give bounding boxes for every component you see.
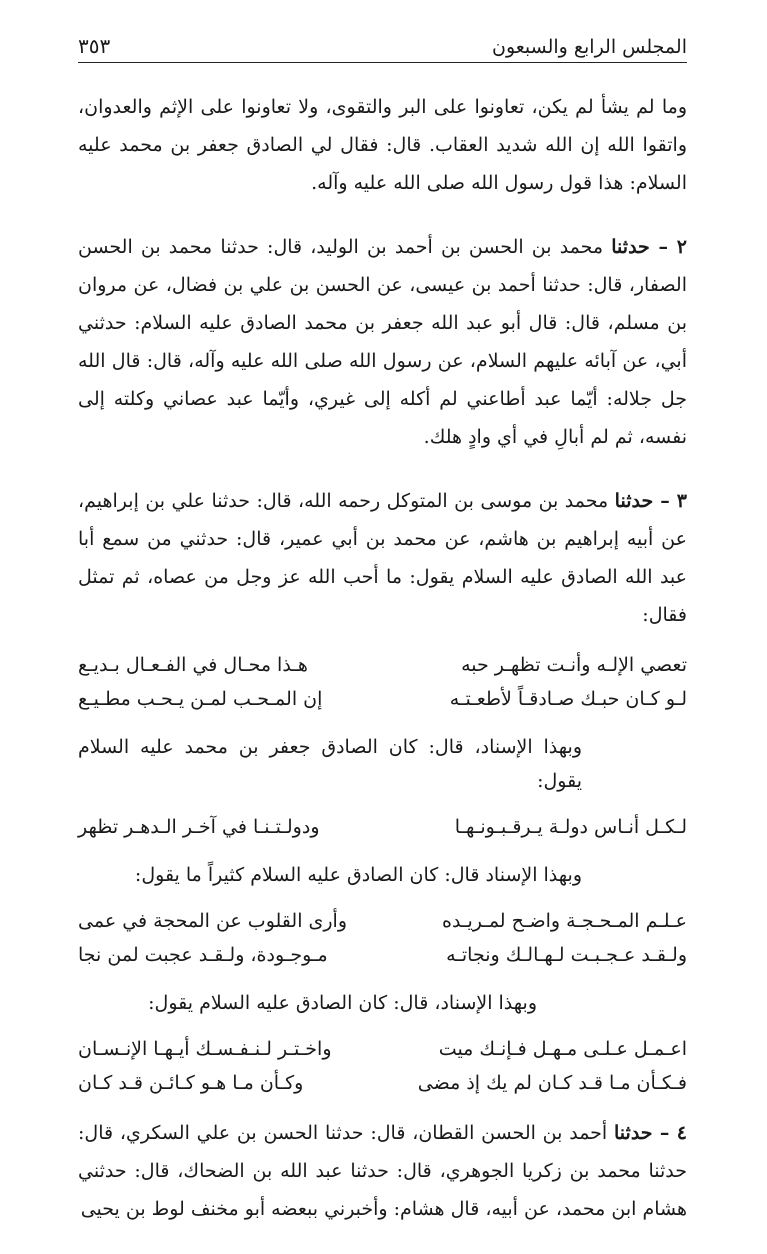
hemistich: مـوجـودة، ولـقـد عجبت لمن نجا [78, 944, 328, 966]
hadith-3 [78, 482, 687, 634]
hemistich: تعصي الإلـه وأنـت تظهـر حبه [461, 654, 687, 676]
hadith-2-number: ٢ – حدثنا [611, 236, 687, 258]
paragraph-1: وما لم يشأ لم يكن، تعاونوا على البر والتقوى، ولا تعاونوا على الإثم والعدوان، واتقوا الله إن الله شديد العقاب. قال: فقال لي الصادق جعفر بن محمد عليه السلام: هذا قول رسول الله صلى الله عليه وآله. [78, 96, 687, 194]
poem-line [78, 648, 687, 682]
poem-2 [78, 810, 687, 844]
hadith-4-number: ٤ – حدثنا [614, 1122, 688, 1144]
hemistich: وكـأن مـا هـو كـائـن قـد كـان [78, 1072, 304, 1094]
hadith-4-text: أحمد بن الحسن القطان، قال: حدثنا الحسن بن علي السكري، قال: حدثنا محمد بن زكريا الجوهري، قال: حدثنا عبد الله بن الضحاك، قال: حدثني هشام ابن محمد، عن أبيه، قال هشام: وأخبرني ببعضه أبو مخنف لوط بن يحيى [78, 1122, 687, 1220]
hadith-3-text: محمد بن موسى بن المتوكل رحمه الله، قال: حدثنا علي بن إبراهيم، عن أبيه إبراهيم بن هاشم، عن محمد بن أبي عمير، قال: حدثني من سمع أبا عبد الله الصادق عليه السلام يقول: ما أحب الله عز وجل من عصاه، ثم تمثل فقال: [78, 490, 687, 626]
poem-line [78, 1066, 687, 1100]
poem-line [78, 938, 687, 972]
isnad-intro-3: وبهذا الإسناد قال: كان الصادق عليه السلام كثيراً ما يقول: [134, 864, 582, 886]
poem-line [78, 682, 687, 716]
hemistich: واخـتـر لـنـفـسـك أيـهـا الإنـسـان [78, 1038, 332, 1060]
poem-1 [78, 648, 687, 716]
poem-3 [78, 904, 687, 972]
page-body [78, 88, 687, 1254]
isnad-intro-4: وبهذا الإسناد، قال: كان الصادق عليه السلام يقول: [148, 992, 537, 1014]
hemistich: فـكـأن مـا قـد كـان لم يك إذ مضى [417, 1072, 687, 1094]
hemistich: ولـقـد عـجـبـت لـهـالـك ونجاتـه [446, 944, 687, 966]
hadith-4 [78, 1114, 687, 1228]
hemistich: اعـمـل عـلـى مـهـل فـإنـك ميت [438, 1038, 687, 1060]
isnad-intro-2: وبهذا الإسناد، قال: كان الصادق جعفر بن محمد عليه السلام يقول: [78, 736, 582, 792]
hemistich: وأرى القلوب عن المحجة في عمى [78, 910, 348, 932]
hemistich: عـلـم المـحـجـة واضـح لمـريـده [441, 910, 687, 932]
chapter-title: المجلس الرابع والسبعون [491, 36, 687, 58]
hemistich: إن المـحـب لمـن يـحـب مطـيـع [78, 688, 323, 710]
hemistich: لـكـل أنـاس دولـة يـرقـبـونـهـا [454, 816, 687, 838]
hemistich: ودولـتـنـا في آخـر الـدهـر تظهر [78, 816, 320, 838]
page-number: ٣٥٣ [78, 34, 111, 58]
hemistich: هـذا محـال في الفـعـال بـديـع [78, 654, 308, 676]
poem-line [78, 1032, 687, 1066]
poem-4 [78, 1032, 687, 1100]
poem-line [78, 904, 687, 938]
hadith-3-number: ٣ – حدثنا [614, 490, 687, 512]
hadith-2 [78, 228, 687, 456]
page-header [78, 30, 687, 63]
poem-line [78, 810, 687, 844]
hemistich: لـو كـان حبـك صـادقـاً لأطعـتـه [449, 688, 687, 710]
hadith-2-text: محمد بن الحسن بن أحمد بن الوليد، قال: حدثنا محمد بن الحسن الصفار، قال: حدثنا أحمد بن عيسى، عن الحسن بن علي بن فضال، عن مروان بن مسلم، قال: قال أبو عبد الله جعفر بن محمد الصادق عليه السلام: حدثني أبي، عن آبائه عليهم السلام، عن رسول الله صلى الله عليه وآله، قال: قال الله جل جلاله: أيّما عبد أطاعني لم أكله إلى غيري، وأيّما عبد عصاني وكلته إلى نفسه، ثم لم أبالِ في أي وادٍ هلك. [78, 236, 687, 448]
